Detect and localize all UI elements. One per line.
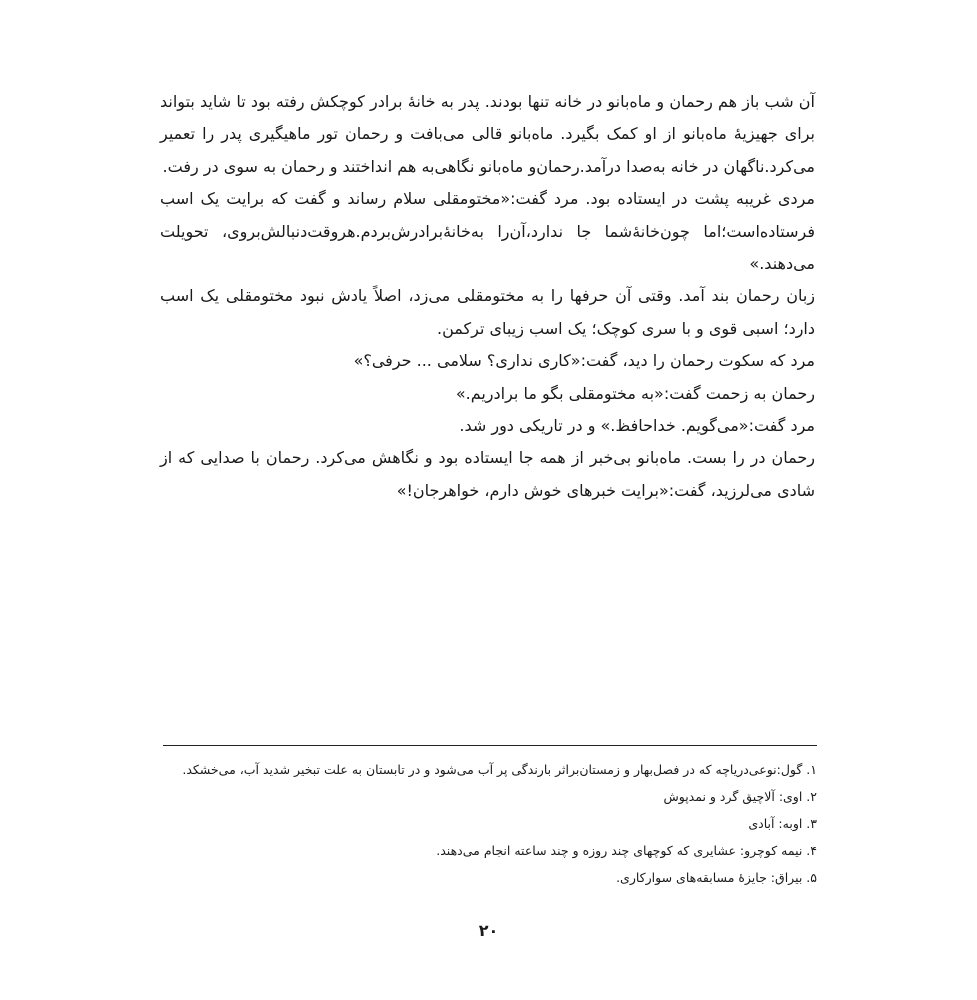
page-number: ۲۰: [478, 921, 499, 940]
paragraph-4: مرد که سکوت رحمان را دید، گفت:«کاری نداری؟ سلامی ... حرفی؟»: [353, 351, 815, 371]
footnote-divider: [163, 745, 817, 746]
paragraph-5: رحمان به زحمت گفت:«به مختومقلی بگو ما برادریم.»: [455, 383, 815, 403]
footnote-1: ۱. گول:نوعی‌دریاچه که در فصل‌بهار و زمستان‌براثر بارندگی پر آب می‌شود و در تابستان به علت تبخیر شدید آب، می‌خشکد.: [182, 762, 817, 777]
paragraph-6: مرد گفت:«می‌گویم. خداحافظ.» و در تاریکی دور شد.: [459, 416, 815, 436]
footnote-5: ۵. بیراق: جایزهٔ مسابقه‌های سوارکاری.: [616, 870, 817, 885]
paragraph-3: زبان رحمان بند آمد. وقتی آن حرفها را به مختومقلی می‌زد، اصلاً یادش نبود مختومقلی یک اسب دارد؛ اسبی قوی و با سری کوچک؛ یک اسب زیبای ترکمن.: [160, 286, 815, 338]
footnote-3: ۳. اوبه: آبادی: [748, 816, 817, 831]
paragraph-1: آن شب باز هم رحمان و ماه‌بانو در خانه تنها بودند. پدر به خانهٔ برادر کوچکش رفته بود تا شاید بتواند برای جهیزیهٔ ماه‌بانو از او کمک بگیرد. ماه‌بانو قالی می‌بافت و رحمان تور ماهیگیری پدر را تعمیر می‌کرد.ناگهان در خانه به‌صدا درآمد.رحمان‌و ماه‌بانو نگاهی‌به هم انداختند و رحمان به سوی در رفت.: [160, 92, 815, 176]
paragraph-2: مردی غریبه پشت در ایستاده بود. مرد گفت:«مختومقلی سلام رساند و گفت که برایت یک اسب فرستاده‌است؛اما چون‌خانهٔ‌شما جا ندارد،آن‌را به‌خانهٔ‌برادرش‌بردم.هروقت‌دنبالش‌بروی، تحویلت می‌دهند.»: [160, 189, 815, 274]
footnote-2: ۲. اوی: آلاچیق گرد و نمدپوش: [663, 789, 817, 804]
footnotes: [160, 756, 817, 891]
paragraph-7: رحمان در را بست. ماه‌بانو بی‌خبر از همه جا ایستاده بود و نگاهش می‌کرد. رحمان با صدایی که از شادی می‌لرزید، گفت:«برایت خبرهای خوش دارم، خواهرجان!»: [160, 448, 815, 500]
footnote-4: ۴. نیمه کوچرو: عشایری که کوچهای چند روزه و چند ساعته انجام می‌دهند.: [436, 843, 817, 858]
story-text: [160, 86, 815, 507]
